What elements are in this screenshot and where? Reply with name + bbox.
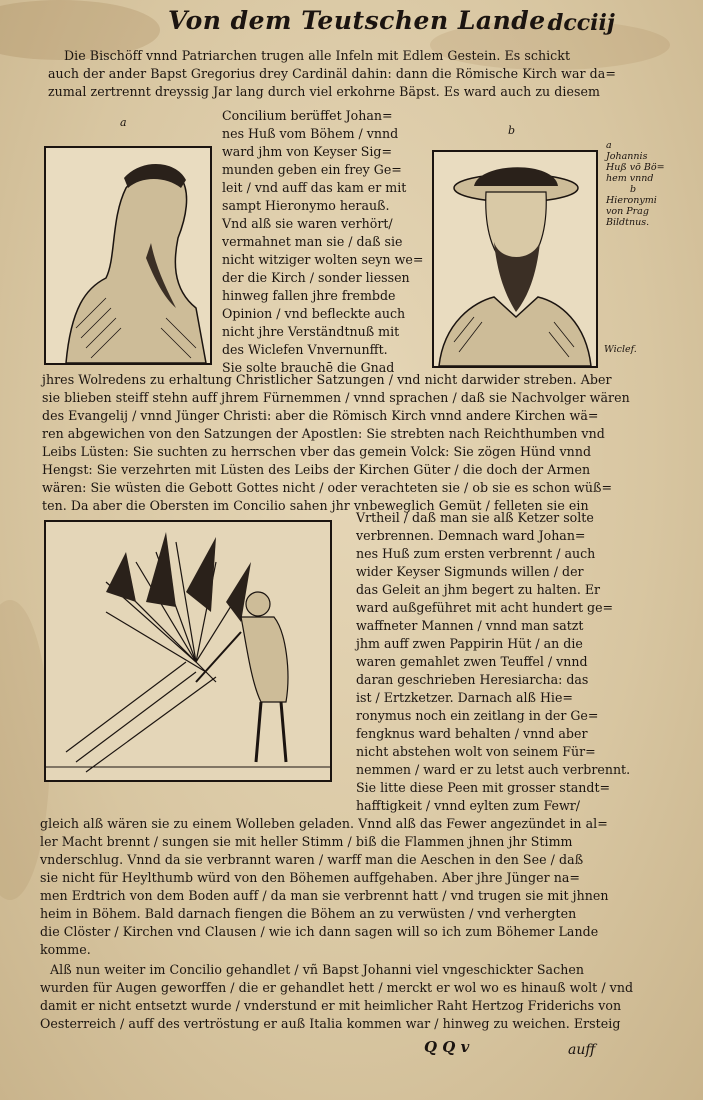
text-line: waffneter Mannen / vnnd man satzt (356, 618, 584, 633)
text-line: zumal zertrennt dreyssig Jar lang durch viel erkohrne Bäpst. Es ward auch zu diesem (48, 84, 600, 99)
text-line: des Wiclefen Vnvernunfft. (222, 342, 388, 357)
text-line: Sie litte diese Peen mit grosser standt= (356, 780, 611, 795)
text-line: munden geben ein frey Ge= (222, 162, 402, 177)
text-line: Oesterreich / auff des vertröstung er auß Italia kommen war / hinweg zu weichen. Ersteig (40, 1016, 621, 1031)
text-line: sie nicht für Heylthumb würd von den Böhemen auffgehaben. Aber jhre Jünger na= (40, 870, 581, 885)
running-head: Von dem Teutschen Lande. (168, 6, 555, 35)
text-line: jhm auff zwen Pappirin Hüt / an die (356, 636, 583, 651)
text-line: Die Bischöff vnnd Patriarchen trugen alle Infeln mit Edlem Gestein. Es schickt (64, 48, 571, 63)
margin-line: hem vnnd (606, 173, 654, 184)
portrait-hus-image (46, 148, 210, 363)
margin-line: Bildtnus. (606, 217, 650, 228)
text-line: damit er nicht entsetzt wurde / vnderstund er mit heimlicher Raht Hertzog Friderichs von (40, 998, 622, 1013)
text-line: Concilium berüffet Johan= (222, 108, 393, 123)
text-line: vnderschlug. Vnnd da sie verbrannt waren / warff man die Aeschen in den See / daß (40, 852, 584, 867)
text-line: ward jhm von Keyser Sig= (222, 144, 392, 159)
text-line: komme. (40, 942, 91, 957)
text-line: sie blieben steiff stehn auff jhrem Fürnemmen / vnnd sprachen / daß sie Nachvolger wären (42, 390, 630, 405)
text-line: auch der ander Bapst Gregorius drey Cardinäl dahin: dann die Römische Kirch war da= (48, 66, 616, 81)
text-line: nicht witziger wolten seyn we= (222, 252, 424, 267)
burning-scene-image (46, 522, 330, 780)
text-line: ren abgewichen von den Satzungen der Apostlen: Sie strebten nach Reichthumben vnd (42, 426, 605, 441)
text-line: gleich alß wären sie zu einem Wolleben geladen. Vnnd alß das Fewer angezündet in al= (40, 816, 608, 831)
text-line: nes Huß zum ersten verbrennt / auch (356, 546, 596, 561)
text-line: nicht jhre Verständtnuß mit (222, 324, 400, 339)
text-line: Sie solte brauchē die Gnad (222, 360, 395, 375)
text-line: Vnd alß sie waren verhört/ (222, 216, 393, 231)
text-line: der die Kirch / sonder liessen (222, 270, 410, 285)
text-line: verbrennen. Demnach ward Johan= (356, 528, 586, 543)
margin-line: Hieronymi (606, 195, 657, 206)
portrait-hieronymus-image (434, 152, 596, 366)
signature-mark: Q Q v (424, 1038, 470, 1056)
text-line: fengknus ward behalten / vnnd aber (356, 726, 588, 741)
text-line: ist / Ertzketzer. Darnach alß Hie= (356, 690, 573, 705)
text-line: ten. Da aber die Obersten im Concilio sahen jhr vnbeweglich Gemüt / felleten sie ein (42, 498, 589, 513)
text-line: vermahnet man sie / daß sie (222, 234, 403, 249)
woodcut-portrait-hus (44, 146, 212, 365)
text-line: ronymus noch ein zeitlang in der Ge= (356, 708, 599, 723)
text-line: wider Keyser Sigmunds willen / der (356, 564, 584, 579)
woodcut-portrait-hieronymus (432, 150, 598, 368)
text-line: hafftigkeit / vnnd eylten zum Fewr/ (356, 798, 580, 813)
text-line: nes Huß vom Böhem / vnnd (222, 126, 399, 141)
text-line: leit / vnd auff das kam er mit (222, 180, 407, 195)
text-line: ward außgeführet mit acht hundert ge= (356, 600, 614, 615)
text-line: Opinion / vnd befleckte auch (222, 306, 406, 321)
folio-number: dcciij (548, 10, 615, 36)
figure-mark-b: b (508, 124, 516, 137)
text-line: Leibs Lüsten: Sie suchten zu herrschen vber das gemein Volck: Sie zögen Hünd vnnd (42, 444, 592, 459)
figure-mark-a: a (120, 116, 127, 129)
text-line: Hengst: Sie verzehrten mit Lüsten des Leibs der Kirchen Güter / die doch der Armen (42, 462, 591, 477)
text-line: Vrtheil / daß man sie alß Ketzer solte (356, 510, 594, 525)
text-line: des Evangelij / vnnd Jünger Christi: aber die Römisch Kirch vnnd andere Kirchen wä= (42, 408, 599, 423)
text-line: das Geleit an jhm begert zu halten. Er (356, 582, 601, 597)
text-line: ler Macht brennt / sungen sie mit heller Stimm / biß die Flammen jhnen jhr Stimm (40, 834, 573, 849)
text-line: nicht abstehen wolt von seinem Für= (356, 744, 596, 759)
woodcut-burning-scene (44, 520, 332, 782)
marginal-note-wiclef: Wiclef. (604, 344, 637, 355)
text-line: heim in Böhem. Bald darnach fiengen die Böhem an zu verwüsten / vnd verhergten (40, 906, 577, 921)
text-line: hinweg fallen jhre frembde (222, 288, 396, 303)
margin-line: b (630, 184, 637, 195)
text-line: men Erdtrich von dem Boden auff / da man sie verbrennt hatt / vnd trugen sie mit jhnen (40, 888, 609, 903)
text-line: daran geschrieben Heresiarcha: das (356, 672, 589, 687)
text-line: Alß nun weiter im Concilio gehandlet / vñ Bapst Johanni viel vngeschickter Sachen (50, 962, 585, 977)
margin-line: von Prag (606, 206, 649, 217)
text-line: nemmen / ward er zu letst auch verbrennt. (356, 762, 631, 777)
catchword: auff (568, 1042, 596, 1058)
margin-line: Huß vō Bö= (606, 162, 665, 173)
margin-line: Johannis (606, 151, 648, 162)
margin-line: a (606, 140, 612, 151)
text-line: waren gemahlet zwen Teuffel / vnnd (356, 654, 588, 669)
text-line: sampt Hieronymo herauß. (222, 198, 390, 213)
text-line: wurden für Augen geworffen / die er gehandlet hett / merckt er wol wo es hinauß wolt / vnd (40, 980, 634, 995)
text-line: wären: Sie wüsten die Gebott Gottes nicht / oder verachteten sie / ob sie es schon wüß= (42, 480, 613, 495)
text-line: die Clöster / Kirchen vnd Clausen / wie ich dann sagen will so ich zum Böhemer Lande (40, 924, 599, 939)
text-line: jhres Wolredens zu erhaltung Christlicher Satzungen / vnd nicht darwider streben. Aber (42, 372, 612, 387)
